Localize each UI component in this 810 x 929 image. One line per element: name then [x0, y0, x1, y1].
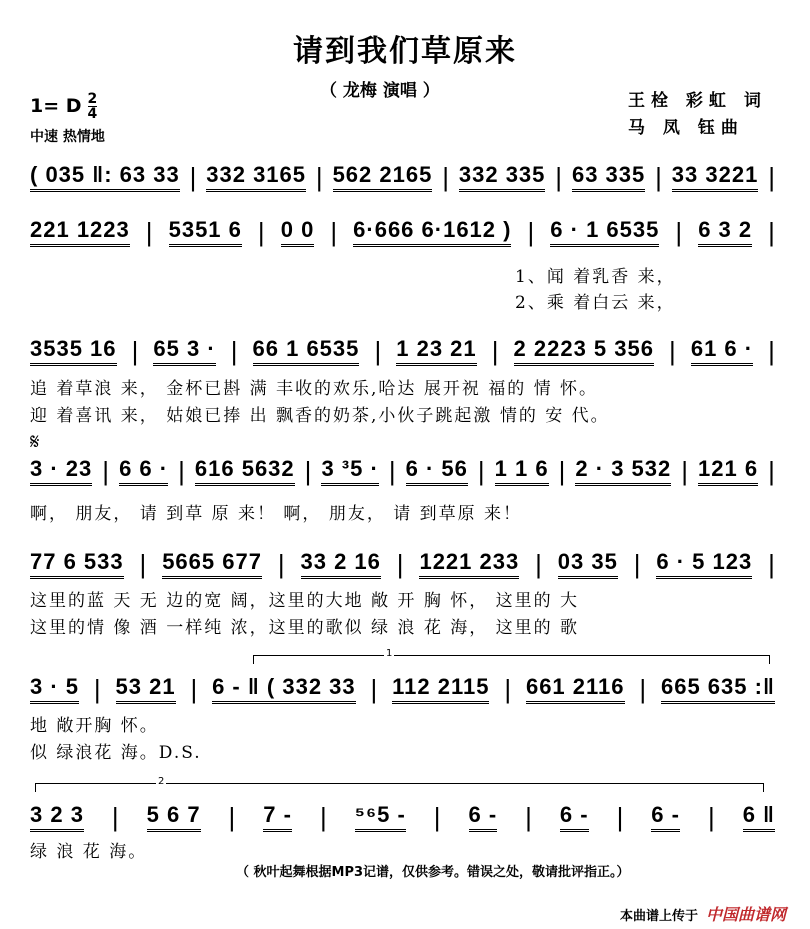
lyric-bridge-1: 这里的蓝 天 无 边的宽 阔，这里的大地 敞 开 胸 怀， 这里的 大: [30, 591, 580, 611]
measure: 6 6 ·: [119, 456, 168, 486]
barline: |: [370, 673, 378, 704]
barline: |: [131, 335, 139, 366]
measure: ⁵⁶5 -: [355, 802, 406, 832]
key: 1= D: [30, 95, 82, 117]
lyric-chorus: 啊， 朋友， 请 到草 原 来！ 啊， 朋友， 请 到草原 来！: [30, 504, 523, 524]
lyric-verse1-line: 追 着草浪 来， 金杯已斟 满 丰收的欢乐,哈达 展开祝 福的 情 怀。: [30, 379, 599, 399]
measure: 6 ‖: [743, 802, 775, 832]
segno-icon: 𝄋: [30, 430, 40, 455]
measure: 53 21: [116, 674, 176, 704]
barline: |: [304, 455, 312, 486]
barline: |: [669, 335, 676, 366]
time-signature: [88, 92, 98, 121]
tempo-marking: 中速 热情地: [30, 129, 105, 145]
measure: 5665 677: [162, 549, 262, 579]
measure: 6 -: [469, 802, 498, 832]
lyric-verse1-intro: 1、闻 着乳香 来，: [515, 267, 676, 287]
measure: 6·666 6·1612 ): [353, 217, 511, 247]
measure: 6 -: [560, 802, 589, 832]
measure: 5 6 7: [147, 802, 201, 832]
measure: 616 5632: [195, 456, 295, 486]
measure: 3 ³5 ·: [321, 456, 378, 486]
measure: 121 6: [698, 456, 758, 486]
measure: 221 1223: [30, 217, 130, 247]
barline: |: [527, 216, 535, 247]
barline: |: [504, 673, 512, 704]
music-line-7: [30, 802, 775, 832]
barline: |: [190, 673, 198, 704]
lyricist: 王栓 彩虹 词: [628, 91, 767, 111]
measure: 2 · 3 532: [575, 456, 671, 486]
measure: 332 3165: [206, 162, 306, 192]
lyric-verse2-intro: 2、乘 着白云 来，: [515, 293, 676, 313]
measure: 2 2223 5 356: [514, 336, 654, 366]
barline: |: [655, 161, 662, 192]
barline: |: [442, 161, 449, 192]
measure: 6 · 5 123: [656, 549, 752, 579]
barline: |: [257, 216, 265, 247]
upload-credit: 本曲谱上传于: [620, 909, 699, 924]
barline: |: [616, 801, 624, 832]
measure: 1221 233: [419, 549, 519, 579]
measure: 61 6 ·: [691, 336, 753, 366]
barline: |: [145, 216, 153, 247]
barline: |: [277, 548, 285, 579]
barline: |: [139, 548, 147, 579]
measure: 6 · 1 6535: [550, 217, 659, 247]
measure: 562 2165: [333, 162, 433, 192]
barline: |: [768, 455, 775, 486]
lyric-end-1: 地 敞开胸 怀。: [30, 716, 159, 736]
measure: 3535 16: [30, 336, 117, 366]
barline: |: [102, 455, 110, 486]
transcription-note: （ 秋叶起舞根据MP3记谱，仅供参考。错误之处，敬请批评指正。）: [236, 865, 630, 880]
barline: |: [388, 455, 396, 486]
volta-2-label: 2: [158, 776, 165, 787]
lyric-verse2-line: 迎 着喜讯 来， 姑娘已捧 出 飘香的奶茶,小伙子跳起激 情的 安 代。: [30, 406, 610, 426]
barline: |: [396, 548, 404, 579]
music-line-4: [30, 456, 775, 486]
barline: |: [707, 801, 715, 832]
measure: 6 3 2: [698, 217, 752, 247]
measure: 1 1 6: [495, 456, 549, 486]
barline: |: [433, 801, 441, 832]
performer: （ 龙梅 演唱 ）: [320, 81, 440, 101]
barline: |: [230, 335, 238, 366]
music-line-5: [30, 549, 775, 579]
barline: |: [111, 801, 119, 832]
lyric-end-2: 似 绿浪花 海。D.S.: [30, 743, 202, 763]
barline: |: [319, 801, 327, 832]
barline: |: [768, 161, 775, 192]
measure: 3 · 5: [30, 674, 79, 704]
measure: 3 2 3: [30, 802, 84, 832]
measure: 6 - ‖ ( 332 33: [212, 674, 356, 704]
measure: 0 0: [281, 217, 315, 247]
barline: |: [178, 455, 185, 486]
barline: |: [558, 455, 566, 486]
barline: |: [525, 801, 532, 832]
lyric-final: 绿 浪 花 海。: [30, 842, 148, 862]
measure: 65 3 ·: [153, 336, 215, 366]
song-title: 请到我们草原来: [293, 34, 517, 69]
volta-1-bracket: [253, 648, 770, 664]
barline: |: [93, 673, 101, 704]
barline: |: [675, 216, 683, 247]
barline: |: [535, 548, 542, 579]
barline: |: [228, 801, 236, 832]
barline: |: [477, 455, 485, 486]
measure: 66 1 6535: [253, 336, 360, 366]
measure: 33 3221: [672, 162, 759, 192]
measure: 1 23 21: [396, 336, 476, 366]
barline: |: [555, 161, 563, 192]
music-line-2: [30, 217, 775, 247]
lyric-bridge-2: 这里的情 像 酒 一样纯 浓，这里的歌似 绿 浪 花 海， 这里的 歌: [30, 618, 580, 638]
barline: |: [491, 335, 499, 366]
music-line-1: [30, 162, 775, 192]
time-bottom: 4: [87, 106, 98, 122]
measure: 63 335: [572, 162, 645, 192]
measure: 332 335: [459, 162, 546, 192]
barline: |: [374, 335, 382, 366]
composer: 马 凤 钰曲: [628, 118, 744, 138]
measure: 03 35: [558, 549, 618, 579]
measure: 7 -: [263, 802, 292, 832]
measure: 33 2 16: [301, 549, 381, 579]
volta-1-label: 1: [386, 648, 393, 659]
barline: |: [768, 216, 775, 247]
barline: |: [681, 455, 689, 486]
music-line-3: [30, 336, 775, 366]
barline: |: [768, 548, 775, 579]
measure: ( 035 ‖: 63 33: [30, 162, 180, 192]
key-signature: [30, 92, 97, 121]
time-top: 2: [87, 91, 98, 107]
measure: 661 2116: [526, 674, 625, 704]
measure: 3 · 23: [30, 456, 92, 486]
barline: |: [189, 161, 197, 192]
measure: 77 6 533: [30, 549, 124, 579]
measure: 112 2115: [392, 674, 489, 704]
barline: |: [315, 161, 323, 192]
music-line-6: [30, 674, 775, 704]
measure: 6 -: [651, 802, 680, 832]
site-logo[interactable]: 中国曲谱网: [706, 905, 787, 924]
barline: |: [639, 673, 647, 704]
measure: 665 635 :‖: [661, 674, 775, 704]
barline: |: [330, 216, 338, 247]
measure: 5351 6: [169, 217, 242, 247]
volta-2-bracket: [35, 776, 764, 792]
barline: |: [768, 335, 775, 366]
measure: 6 · 56: [406, 456, 468, 486]
barline: |: [633, 548, 641, 579]
